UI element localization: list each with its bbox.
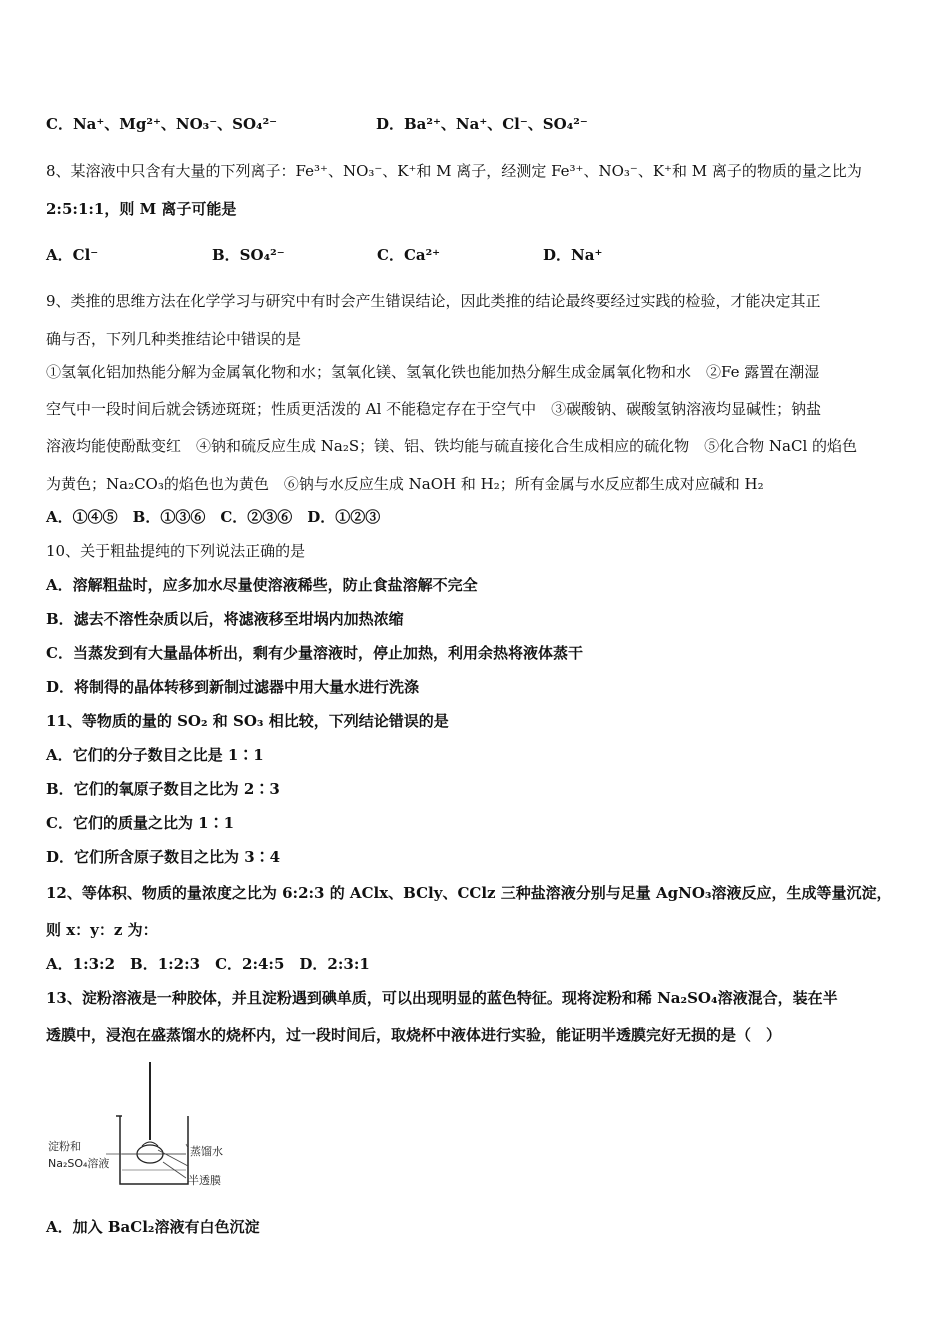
q8-option-c: C．Ca²⁺ (377, 246, 441, 264)
q9-stem-line3: ①氢氧化铝加热能分解为金属氧化物和水；氢氧化镁、氢氧化铁也能加热分解生成金属氧化物和水 ②Fe 露置在潮湿 (46, 363, 820, 381)
q10-option-b: B．滤去不溶性杂质以后，将滤液移至坩埚内加热浓缩 (46, 610, 404, 628)
q11-stem: 11、等物质的量的 SO₂ 和 SO₃ 相比较，下列结论错误的是 (46, 712, 449, 730)
q7-option-d: D．Ba²⁺、Na⁺、Cl⁻、SO₄²⁻ (376, 115, 588, 133)
q9-options: A．①④⑤ B．①③⑥ C．②③⑥ D．①②③ (46, 508, 381, 526)
figure-label-membrane: 半透膜 (188, 1174, 221, 1187)
q8-option-b: B．SO₄²⁻ (212, 246, 285, 264)
q11-option-b: B．它们的氧原子数目之比为 2∶3 (46, 780, 280, 798)
beaker-dialysis-figure (46, 1058, 236, 1192)
q12-stem-line1: 12、等体积、物质的量浓度之比为 6:2:3 的 AClx、BCly、CClz 三种盐溶液分别与足量 AgNO₃溶液反应，生成等量沉淀， (46, 884, 892, 902)
figure-label-solution: Na₂SO₄溶液 (48, 1157, 110, 1170)
q11-option-c: C．它们的质量之比为 1∶1 (46, 814, 235, 832)
q8-stem-line1: 8、某溶液中只含有大量的下列离子：Fe³⁺、NO₃⁻、K⁺和 M 离子，经测定 Fe³⁺、NO₃⁻、K⁺和 M 离子的物质的量之比为 (46, 162, 862, 180)
q12-stem-line2: 则 x：y：z 为： (46, 921, 158, 939)
q9-stem-line2: 确与否，下列几种类推结论中错误的是 (46, 330, 302, 348)
q13-option-a: A．加入 BaCl₂溶液有白色沉淀 (46, 1218, 260, 1236)
q11-option-d: D．它们所含原子数目之比为 3∶4 (46, 848, 281, 866)
q10-option-a: A．溶解粗盐时，应多加水尽量使溶液稀些，防止食盐溶解不完全 (46, 576, 478, 594)
q9-stem-line6: 为黄色；Na₂CO₃的焰色也为黄色 ⑥钠与水反应生成 NaOH 和 H₂；所有金属与水反应都生成对应碱和 H₂ (46, 475, 764, 493)
q8-option-a: A．Cl⁻ (46, 246, 99, 264)
q11-option-a: A．它们的分子数目之比是 1∶1 (46, 746, 264, 764)
q13-stem-line2: 透膜中，浸泡在盛蒸馏水的烧杯内，过一段时间后，取烧杯中液体进行实验，能证明半透膜完好无损的是（ ） (46, 1026, 782, 1044)
figure-label-water: 蒸馏水 (190, 1145, 223, 1158)
q10-option-c: C．当蒸发到有大量晶体析出，剩有少量溶液时，停止加热，利用余热将液体蒸干 (46, 644, 583, 662)
q9-stem-line5: 溶液均能使酚酞变红 ④钠和硫反应生成 Na₂S；镁、铝、铁均能与硫直接化合生成相应的硫化物 ⑤化合物 NaCl 的焰色 (46, 437, 858, 455)
q12-options: A．1:3:2 B．1:2:3 C．2:4:5 D．2:3:1 (46, 955, 370, 973)
q10-stem: 10、关于粗盐提纯的下列说法正确的是 (46, 542, 306, 560)
q10-option-d: D．将制得的晶体转移到新制过滤器中用大量水进行洗涤 (46, 678, 420, 696)
q9-stem-line1: 9、类推的思维方法在化学学习与研究中有时会产生错误结论，因此类推的结论最终要经过实践的检验，才能决定其正 (46, 292, 821, 310)
q13-stem-line1: 13、淀粉溶液是一种胶体，并且淀粉遇到碘单质，可以出现明显的蓝色特征。现将淀粉和稀 Na₂SO₄溶液混合，装在半 (46, 989, 838, 1007)
q7-option-c: C．Na⁺、Mg²⁺、NO₃⁻、SO₄²⁻ (46, 115, 278, 133)
figure-label-starch: 淀粉和 (48, 1140, 81, 1153)
q8-option-d: D．Na⁺ (543, 246, 603, 264)
q8-stem-line2: 2:5:1:1，则 M 离子可能是 (46, 200, 237, 218)
q9-stem-line4: 空气中一段时间后就会锈迹斑斑；性质更活泼的 Al 不能稳定存在于空气中 ③碳酸钠、碳酸氢钠溶液均显碱性；钠盐 (46, 400, 822, 418)
